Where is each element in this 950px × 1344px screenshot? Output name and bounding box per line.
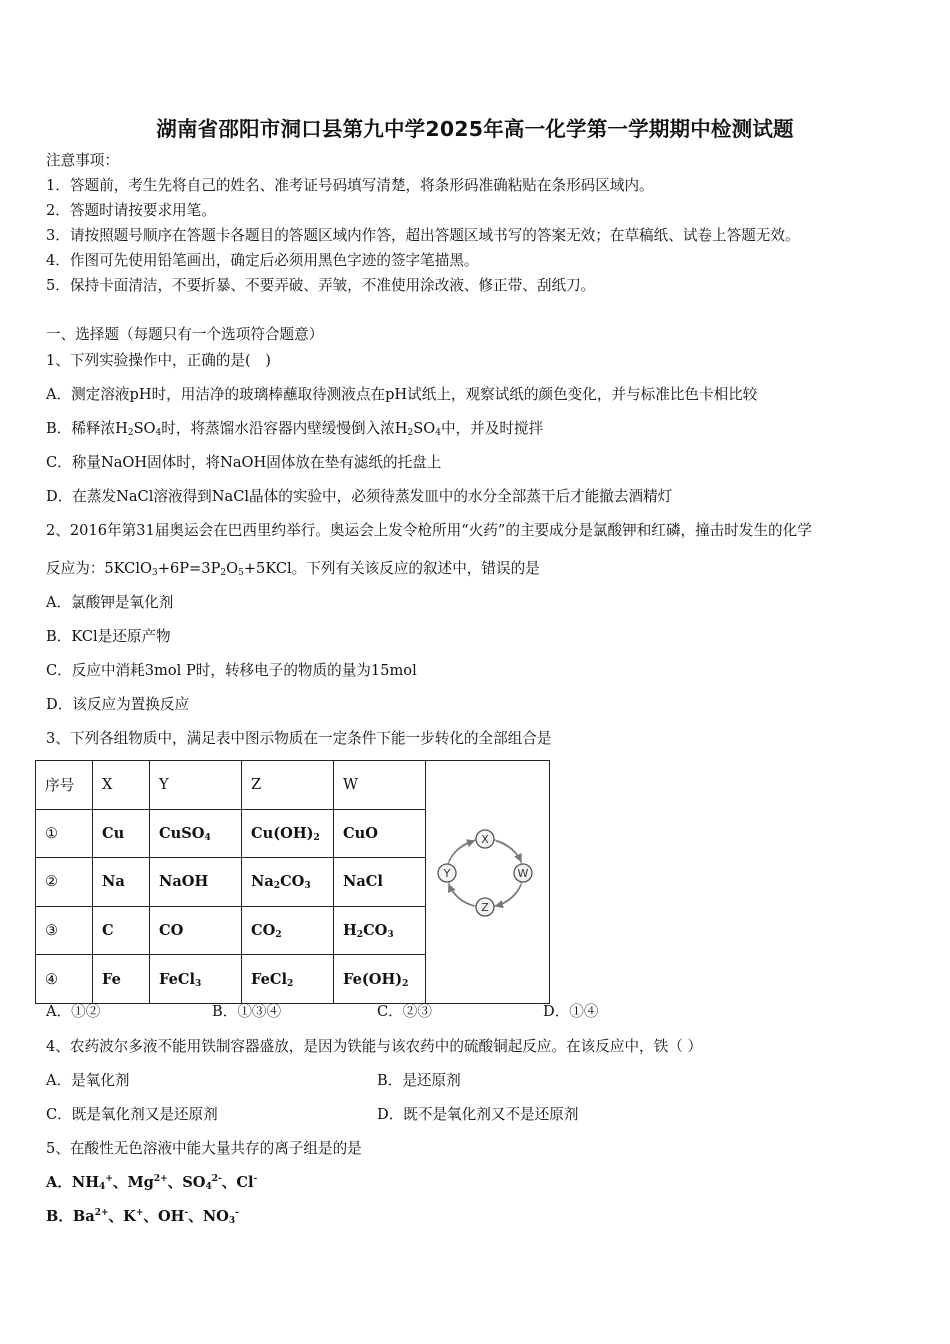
node-z-label: Z — [481, 901, 489, 914]
cell-z: $Cu(OH)_2$ — [242, 809, 334, 858]
q1-option-c: C．称量NaOH固体时，将NaOH固体放在垫有滤纸的托盘上 — [46, 454, 442, 471]
arrow-y-to-x — [449, 841, 474, 861]
q5-option-a: A．$NH_4^+$、$Mg^{2+}$、$SO_4^{2-}$、Cl- — [46, 1174, 258, 1192]
cell-w: $H_2CO_3$ — [334, 906, 426, 955]
q1-option-a: A．测定溶液pH时，用洁净的玻璃棒蘸取待测液点在pH试纸上，观察试纸的颜色变化，并与标准比色卡相比较 — [46, 386, 758, 403]
q3-option-b: B．①③④ — [212, 1003, 282, 1020]
cell-x: Na — [93, 858, 150, 907]
node-w-label: W — [517, 867, 529, 880]
notice-item-1: 1．答题前，考生先将自己的姓名、准考证号码填写清楚，将条形码准确粘贴在条形码区域内。 — [46, 177, 654, 194]
header-x: X — [93, 761, 150, 810]
q1-option-d: D．在蒸发NaCl溶液得到NaCl晶体的实验中，必须待蒸发皿中的水分全部蒸干后才能撤去酒精灯 — [46, 488, 673, 505]
q4-option-b: B．是还原剂 — [377, 1072, 461, 1089]
q5-stem: 5、在酸性无色溶液中能大量共存的离子组是的是 — [46, 1140, 362, 1157]
cell-w: NaCl — [334, 858, 426, 907]
cell-x: Cu — [93, 809, 150, 858]
cell-w: $Fe(OH)_2$ — [334, 955, 426, 1004]
section-heading: 一、选择题（每题只有一个选项符合题意） — [46, 326, 324, 343]
cell-z: $Na_2CO_3$ — [242, 858, 334, 907]
q4-option-a: A．是氧化剂 — [46, 1072, 130, 1089]
arrow-w-to-z — [496, 885, 521, 906]
node-x-label: X — [481, 833, 489, 846]
q2-option-a: A．氯酸钾是氧化剂 — [46, 594, 174, 611]
conversion-cycle-diagram — [426, 761, 549, 999]
row-no: ① — [36, 809, 93, 858]
q5-option-b: B．$Ba^{2+}$、K+、OH-、$NO_3^-$ — [46, 1208, 239, 1226]
row-no: ④ — [36, 955, 93, 1004]
q3-option-d: D．①④ — [543, 1003, 599, 1020]
q2-stem-line1: 2、2016年第31届奥运会在巴西里约举行。奥运会上发令枪所用“火药”的主要成分是氯酸钾和红磷，撞击时发生的化学 — [46, 522, 812, 539]
q4-option-c: C．既是氧化剂又是还原剂 — [46, 1106, 218, 1123]
q1-stem: 1、下列实验操作中，正确的是( ) — [46, 352, 271, 369]
notice-item-2: 2．答题时请按要求用笔。 — [46, 202, 216, 219]
node-y-label: Y — [443, 867, 451, 880]
header-w: W — [334, 761, 426, 810]
cell-y: CuSO$_4$ — [150, 809, 242, 858]
q3-option-a: A．①② — [46, 1003, 101, 1020]
notice-heading: 注意事项： — [46, 152, 119, 169]
header-z: Z — [242, 761, 334, 810]
q4-stem: 4、农药波尔多液不能用铁制容器盛放，是因为铁能与该农药中的硫酸铜起反应。在该反应中，铁（ ） — [46, 1038, 703, 1055]
notice-item-5: 5．保持卡面清洁，不要折暴、不要弄破、弄皱，不准使用涂改液、修正带、刮纸刀。 — [46, 277, 596, 294]
table-header-row — [36, 761, 550, 810]
arrow-z-to-y — [449, 885, 474, 906]
cell-x: C — [93, 906, 150, 955]
cell-y: CO — [150, 906, 242, 955]
header-y: Y — [150, 761, 242, 810]
q1-option-b: B．稀释浓$H_2SO_4$时，将蒸馏水沿容器内壁缓慢倒入浓$H_2SO_4$中，并及时搅拌 — [46, 420, 544, 438]
cell-y: NaOH — [150, 858, 242, 907]
notice-item-4: 4．作图可先使用铅笔画出，确定后必须用黑色字迹的签字笔描黑。 — [46, 252, 479, 269]
cell-y: FeCl$_3$ — [150, 955, 242, 1004]
q3-stem: 3、下列各组物质中，满足表中图示物质在一定条件下能一步转化的全部组合是 — [46, 730, 552, 747]
header-no: 序号 — [36, 761, 93, 810]
cell-w: CuO — [334, 809, 426, 858]
cell-z: $CO_2$ — [242, 906, 334, 955]
notice-item-3: 3．请按照题号顺序在答题卡各题目的答题区域内作答，超出答题区域书写的答案无效；在草稿纸、试卷上答题无效。 — [46, 227, 800, 244]
q4-option-d: D．既不是氧化剂又不是还原剂 — [377, 1106, 579, 1123]
q2-option-b: B．KCl是还原产物 — [46, 628, 171, 645]
row-no: ② — [36, 858, 93, 907]
q2-option-d: D．该反应为置换反应 — [46, 696, 190, 713]
cell-x: Fe — [93, 955, 150, 1004]
conversion-diagram-cell — [426, 761, 550, 1004]
arrow-x-to-w — [496, 841, 521, 861]
row-no: ③ — [36, 906, 93, 955]
cell-z: FeCl$_2$ — [242, 955, 334, 1004]
q3-table — [35, 760, 550, 1004]
q3-option-c: C．②③ — [377, 1003, 432, 1020]
q2-option-c: C．反应中消耗3mol P时，转移电子的物质的量为15mol — [46, 662, 417, 679]
q2-stem-line2: 反应为：$5KClO_3+6P=3P_2O_5+5KCl$。下列有关该反应的叙述中，错误的是 — [46, 560, 540, 578]
page-title: 湖南省邵阳市洞口县第九中学2025年高一化学第一学期期中检测试题 — [156, 117, 794, 141]
